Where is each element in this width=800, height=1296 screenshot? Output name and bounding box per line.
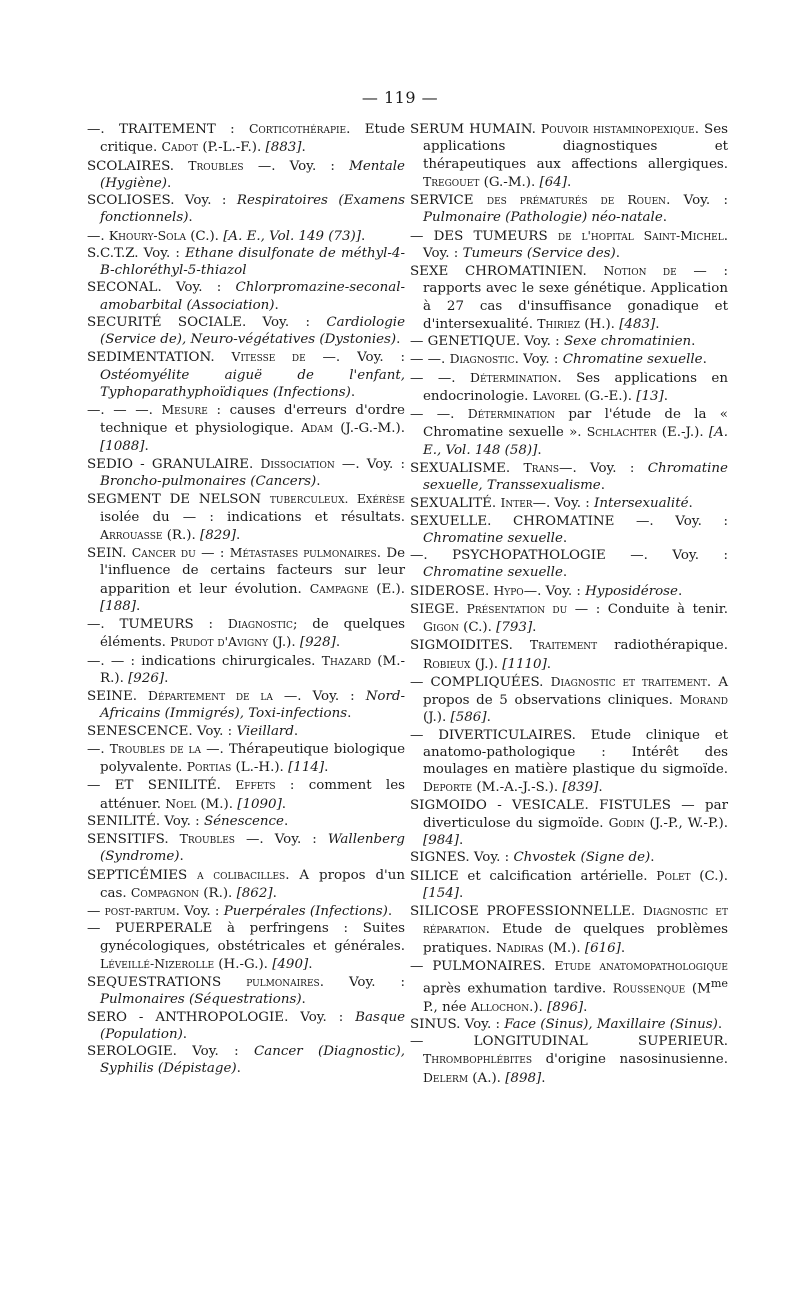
index-entry: S.C.T.Z. Voy. : Ethane disulfonate de méthyl-4-B-chloréthyl-5-thiazol [87, 245, 405, 278]
index-entry: — post-partum. Voy. : Puerpérales (Infections). [87, 903, 393, 919]
index-entry: SEGMENT DE NELSON tuberculeux. Exérèse isolée du — : indications et résultats. Arrouasse (R.). [829]. [87, 491, 405, 543]
index-entry: SEDIMENTATION. Vitesse de —. Voy. : Ostéomyélite aiguë de l'enfant, Typhoparathyphoïdiques (Infections). [87, 349, 405, 400]
index-entry: — —. Détermination. Ses applications en endocrinologie. Lavorel (G.-E.). [13]. [410, 369, 728, 404]
index-entry: — PUERPERALE à perfringens : Suites gynécologiques, obstétricales et générales. Léveillé-Nizerolle (H.-G.). [490]. [87, 921, 405, 972]
index-entry: —. Khoury-Sola (C.). [A. E., Vol. 149 (73)]. [87, 227, 366, 244]
index-entry: SCOLAIRES. Troubles —. Voy. : Mentale (Hygiène). [87, 157, 405, 191]
index-entry: — DES TUMEURS de l'hopital Saint-Michel. Voy. : Tumeurs (Service des). [410, 227, 728, 261]
index-entry: SEPTICÉMIES a colibacilles. A propos d'un cas. Compagnon (R.). [862]. [87, 866, 405, 901]
index-entry: SECURITÉ SOCIALE. Voy. : Cardiologie (Service de), Neuro-végétatives (Dystonies). [87, 314, 405, 347]
index-entry: SEIN. Cancer du — : Métastases pulmonaires. De l'influence de certains facteurs sur leur apparition et leur évolution. Campagne (E.). [188]. [87, 545, 405, 614]
index-entry: SIGMOIDITES. Traitement radiothérapique. Robieux (J.). [1110]. [410, 637, 728, 672]
index-entry: SECONAL. Voy. : Chlorpromazine-seconal-amobarbital (Association). [87, 280, 405, 313]
index-entry: SEXE CHROMATINIEN. Notion de — : rapports avec le sexe génétique. Application à 27 cas d'insuffisance gonadique et d'intersexualité. Thiriez (H.). [483]. [410, 263, 728, 332]
index-entry: —. — : indications chirurgicales. Thazard (M.-R.). [926]. [87, 652, 405, 686]
right-column [410, 120, 728, 1087]
index-entry: SCOLIOSES. Voy. : Respiratoires (Examens fonctionnels). [87, 193, 405, 226]
index-entry: — DIVERTICULAIRES. Etude clinique et anatomo-pathologique : Intérêt des moulages en matière plastique du sigmoïde. Deporte (M.-A.-J.-S.). [839]. [410, 727, 728, 796]
index-entry: SILICOSE PROFESSIONNELLE. Diagnostic et réparation. Etude de quelques problèmes pratiques. Nadiras (M.). [616]. [410, 903, 728, 956]
index-entry: SIDEROSE. Hypo—. Voy. : Hyposidérose. [410, 582, 683, 599]
index-entry: — GENETIQUE. Voy. : Sexe chromatinien. [410, 334, 696, 349]
index-entry: SEINE. Département de la —. Voy. : Nord-Africains (Immigrés), Toxi-infections. [87, 688, 405, 722]
index-entry: SEXUALISME. Trans—. Voy. : Chromatine sexuelle, Transsexualisme. [410, 459, 728, 493]
left-column [87, 120, 405, 1078]
index-entry: SIEGE. Présentation du — : Conduite à tenir. Gigon (C.). [793]. [410, 600, 728, 635]
index-entry: —. — —. Mesure : causes d'erreurs d'ordre technique et physiologique. Adam (J.-G.-M.). [1088]. [87, 402, 405, 454]
index-entry: SERUM HUMAIN. Pouvoir histaminopexique. Ses applications diagnostiques et thérapeutiques aux affections allergiques. Tregouet (G.-M.). [64]. [410, 121, 729, 190]
index-entry: — —. Détermination par l'étude de la « Chromatine sexuelle ». Schlachter (E.-J.). [A. E., Vol. 148 (58)]. [410, 406, 728, 458]
page-number: — 119 — [361, 88, 439, 107]
index-entry: SENSITIFS. Troubles —. Voy. : Wallenberg (Syndrome). [87, 831, 405, 865]
index-entry: SEXUALITÉ. Inter—. Voy. : Intersexualité. [410, 495, 693, 512]
index-entry: — LONGITUDINAL SUPERIEUR. Thrombophlébites d'origine nasosinusienne. Delerm (A.). [898]. [410, 1034, 728, 1086]
index-entry: — —. Diagnostic. Voy. : Chromatine sexuelle. [410, 351, 707, 368]
index-entry: —. TRAITEMENT : Corticothérapie. Etude critique. Cadot (P.-L.-F.). [883]. [87, 121, 405, 156]
index-entry: SILICE et calcification artérielle. Polet (C.). [154]. [410, 867, 728, 901]
index-entry: SEDIO - GRANULAIRE. Dissociation —. Voy. : Broncho-pulmonaires (Cancers). [87, 455, 405, 489]
index-entry: SIGMOIDO - VESICALE. FISTULES — par diverticulose du sigmoïde. Godin (J.-P., W.-P.). [984]. [410, 797, 728, 848]
index-entry: SEXUELLE. CHROMATINE —. Voy. : Chromatine sexuelle. [410, 513, 728, 546]
index-entry: — PULMONAIRES. Etude anatomopathologique après exhumation tardive. Roussenque ($M^{me}$ P., née Allochon.). [896]. [410, 957, 728, 1015]
index-entry: — COMPLIQUÉES. Diagnostic et traitement. A propos de 5 observations cliniques. Morand (J.). [586]. [410, 673, 728, 726]
index-entry: —. TUMEURS : Diagnostic; de quelques éléments. Prudot d'Avigny (J.). [928]. [87, 616, 405, 651]
index-entry: SEROLOGIE. Voy. : Cancer (Diagnostic), Syphilis (Dépistage). [87, 1044, 405, 1077]
index-entry: SIGNES. Voy. : Chvostek (Signe de). [410, 850, 655, 866]
index-entry: SEQUESTRATIONS pulmonaires. Voy. : Pulmonaires (Séquestrations). [87, 974, 405, 1008]
index-entry: SERVICE des prématurés de Rouen. Voy. : Pulmonaire (Pathologie) néo-natale. [410, 192, 729, 226]
index-entry: SENESCENCE. Voy. : Vieillard. [87, 723, 299, 739]
index-entry: SINUS. Voy. : Face (Sinus), Maxillaire (Sinus). [410, 1016, 723, 1032]
index-entry: SENILITÉ. Voy. : Sénescence. [87, 813, 289, 829]
index-entry: — ET SENILITÉ. Effets : comment les atténuer. Noel (M.). [1090]. [87, 777, 405, 812]
index-entry: —. Troubles de la —. Thérapeutique biologique polyvalente. Portias (L.-H.). [114]. [87, 740, 405, 775]
index-entry: SERO - ANTHROPOLOGIE. Voy. : Basque (Population). [87, 1009, 405, 1042]
index-entry: —. PSYCHOPATHOLOGIE —. Voy. : Chromatine sexuelle. [410, 548, 728, 581]
